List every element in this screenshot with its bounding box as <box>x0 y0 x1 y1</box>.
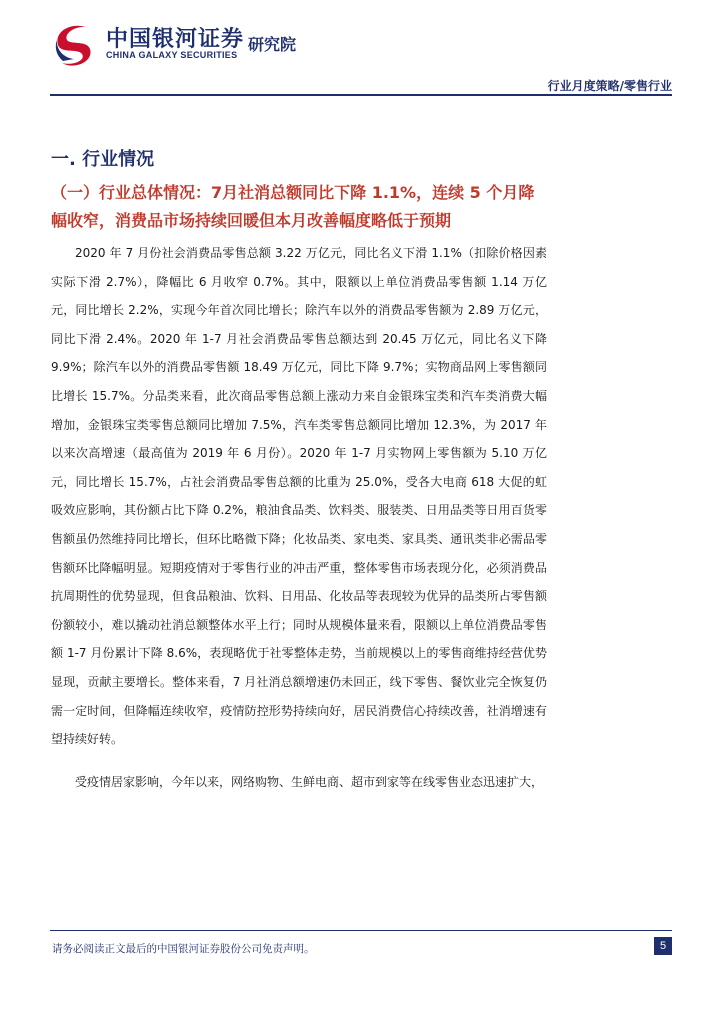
body-paragraph: 2020 年 7 月份社会消费品零售总额 3.22 万亿元，同比名义下滑 1.1%（扣除价格因素实际下滑 2.7%），降幅比 6 月收窄 0.7%。其中，限额以上单位消费品零售额 1.14 万亿元，同比增长 2.2%，实现今年首次同比增长；除汽车以外的消费品零售额为 2.89 万亿元，同比下滑 2.4%。2020 年 1-7 月社会消费品零售总额达到 20.45 万亿元，同比名义下降 9.9%；除汽车以外的消费品零售额 18.49 万亿元，同比下降 9.7%；实物商品网上零售额同比增长 15.7%。分品类来看，此次商品零售总额上涨动力来自金银珠宝类和汽车类消费大幅增加，金银珠宝类零售总额同比增加 7.5%，汽车类零售总额同比增加 12.3%，为 2017 年以来次高增速（最高值为 2019 年 6 月份）。2020 年 1-7 月实物网上零售额为 5.10 万亿元，同比增长 15.7%，占社会消费品零售总额的比重为 25.0%，受各大电商 618 大促的虹吸效应影响，其份额占比下降 0.2%，粮油食品类、饮料类、服装类、日用品类等日用百货零售额虽仍然维持同比增长，但环比略微下降；化妆品类、家电类、家具类、通讯类非必需品零售额环比降幅明显。短期疫情对于零售行业的冲击严重，整体零售市场表现分化，必须消费品抗周期性的优势显现，但食品粮油、饮料、日用品、化妆品等表现较为优异的品类所占零售额份额较小，难以撬动社消总额整体水平上行；同时从规模体量来看，限额以上单位消费品零售额 1-7 月份累计下降 8.6%，表现略优于社零整体走势，当前规模以上的零售商维持经营优势显现，贡献主要增长。整体来看，7 月社消总额增速仍未回正，线下零售、餐饮业完全恢复仍需一定时间，但降幅连续收窄，疫情防控形势持续向好，居民消费信心持续改善，社消增速有望持续好转。 <box>51 246 547 747</box>
body-text <box>51 239 547 796</box>
body-paragraph: 受疫情居家影响，今年以来，网络购物、生鲜电商、超市到家等在线零售业态迅速扩大， <box>75 774 544 789</box>
logo-english-name: CHINA GALAXY SECURITIES <box>106 50 238 60</box>
report-category-tag: 行业月度策略/零售行业 <box>547 79 672 93</box>
galaxy-logo-icon <box>48 18 100 70</box>
logo-institute-name: 研究院 <box>248 35 297 54</box>
disclaimer-note: 请务必阅读正文最后的中国银河证券股份公司免责声明。 <box>52 943 315 955</box>
page-number: 5 <box>654 937 672 955</box>
logo-chinese-name: 中国银河证券 <box>106 27 245 52</box>
header-divider <box>50 94 672 96</box>
section-title: 一. 行业情况 <box>51 149 155 170</box>
company-logo <box>48 18 310 70</box>
subsection-title: （一）行业总体情况：7月社消总额同比下降 1.1%，连续 5 个月降幅收窄，消费品市场持续回暖但本月改善幅度略低于预期 <box>51 183 535 230</box>
footer-divider <box>50 930 672 931</box>
